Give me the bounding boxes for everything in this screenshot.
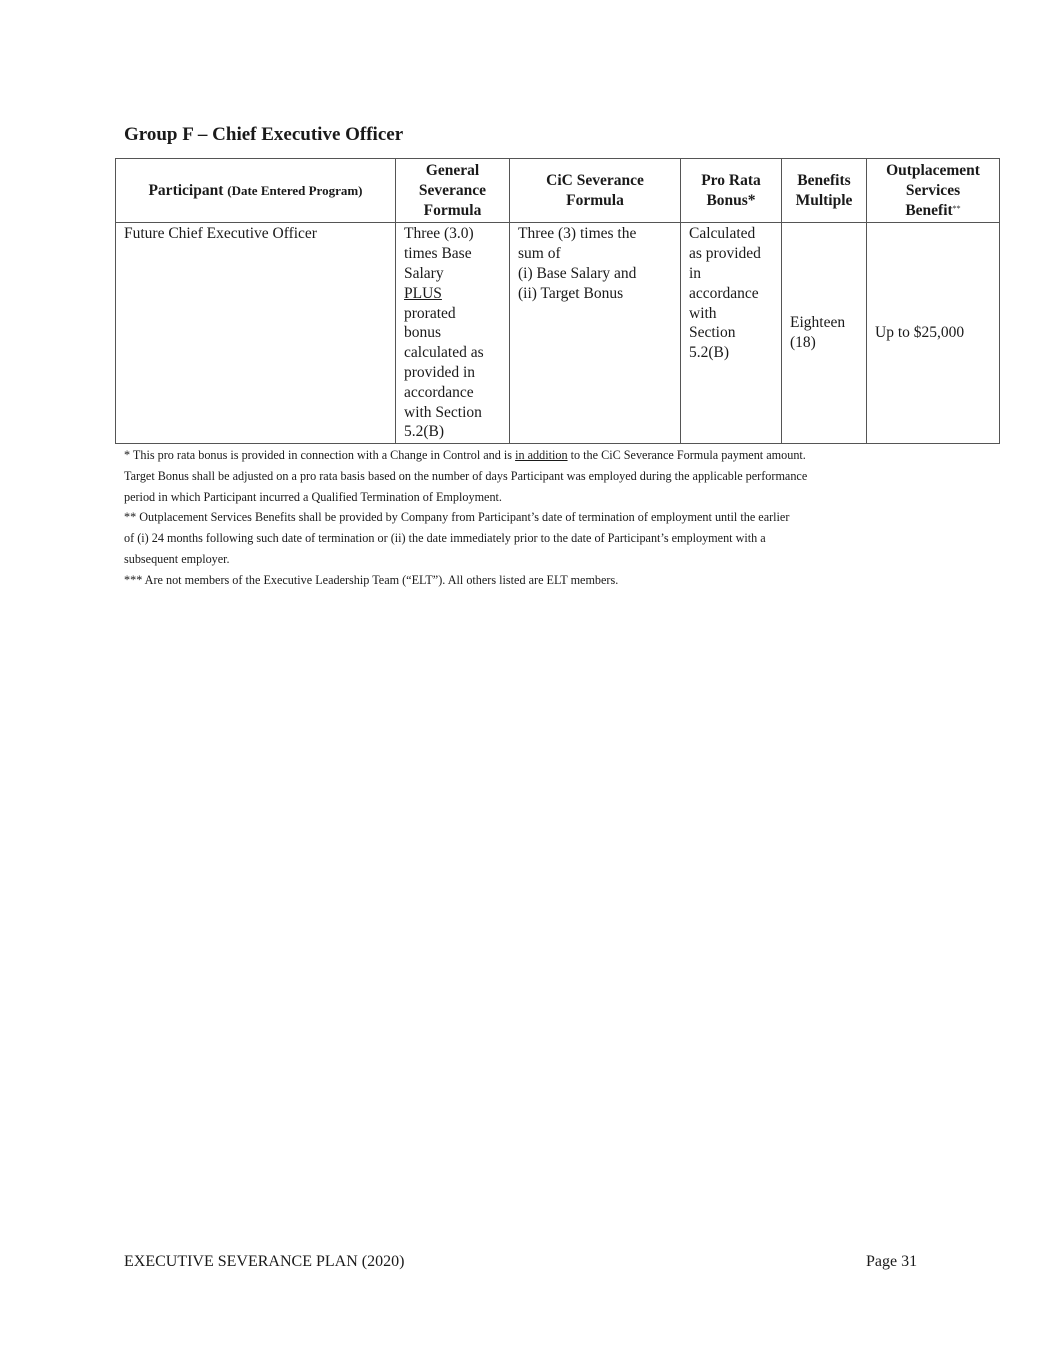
header-outplacement: Outplacement Services Benefit** [867, 159, 1000, 223]
severance-table [115, 158, 1000, 444]
footnote-line: of (i) 24 months following such date of termination or (ii) the date immediately prior to the date of Participant’s employment with a [124, 531, 766, 546]
cell-cic-severance: Three (3) times the sum of (i) Base Salary and (ii) Target Bonus [510, 223, 681, 444]
header-pro-rata-bonus: Pro Rata Bonus* [681, 159, 782, 223]
cell-general-severance: Three (3.0) times Base Salary PLUS prorated bonus calculated as provided in accordance with Section 5.2(B) [396, 223, 510, 444]
outplacement-footnote-mark: ** [952, 203, 961, 213]
footnote-outplacement: ** Outplacement Services Benefits shall be provided by Company from Participant’s date of termination of employment until the earlier [124, 510, 790, 525]
footer-page-number: Page 31 [866, 1253, 918, 1270]
header-benefits-multiple: Benefits Multiple [782, 159, 867, 223]
footnote-pro-rata: * This pro rata bonus is provided in connection with a Change in Control and is in addition to the CiC Severance Formula payment amount. [124, 448, 806, 462]
footnotes [124, 445, 934, 591]
cell-participant: Future Chief Executive Officer [116, 223, 396, 444]
header-cic-severance: CiC Severance Formula [510, 159, 681, 223]
table-header-row [116, 159, 1000, 223]
header-participant: Participant (Date Entered Program) [116, 159, 396, 223]
footnote-line: Target Bonus shall be adjusted on a pro rata basis based on the number of days Participant was employed during the applicable performance [124, 468, 808, 483]
footnote-line: period in which Participant incurred a Qualified Termination of Employment. [124, 489, 502, 504]
footer-document-title: EXECUTIVE SEVERANCE PLAN (2020) [124, 1253, 405, 1270]
header-general-severance: General Severance Formula [396, 159, 510, 223]
section-heading: Group F – Chief Executive Officer [124, 124, 404, 145]
cell-outplacement: Up to $25,000 [867, 223, 1000, 444]
table-row [116, 223, 1000, 444]
footnote-elt: *** Are not members of the Executive Leadership Team (“ELT”). All others listed are ELT members. [124, 572, 619, 587]
cell-pro-rata-bonus: Calculated as provided in accordance with Section 5.2(B) [681, 223, 782, 444]
cell-benefits-multiple: Eighteen (18) [782, 223, 867, 444]
footnote-line: subsequent employer. [124, 551, 230, 566]
